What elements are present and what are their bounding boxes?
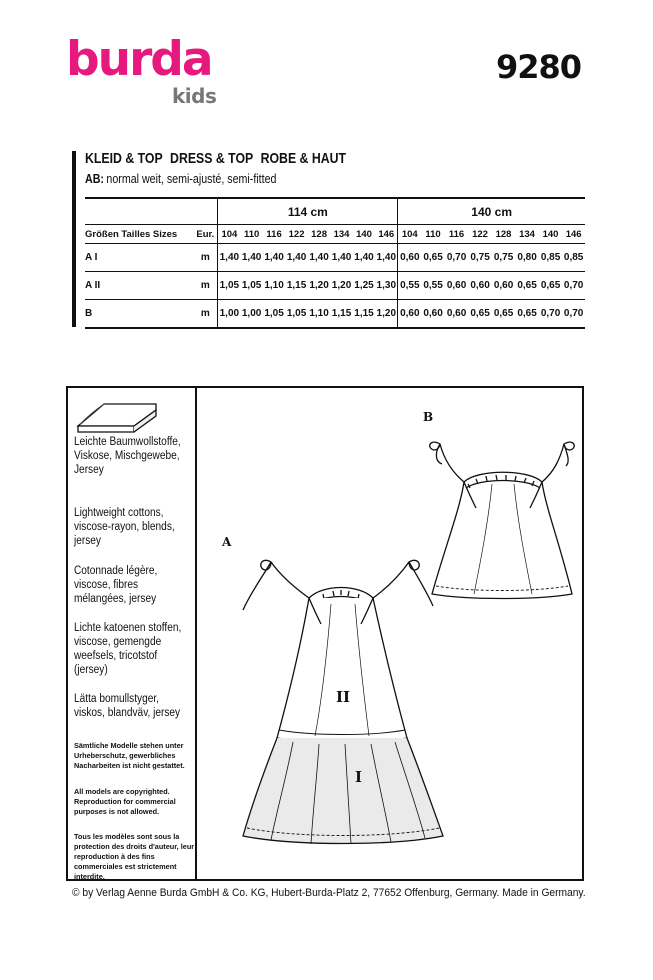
legal-text-fr: Tous les modèles sont sous la protection des droits d'auteur, leur reproduction à des fins commerciales est strictement interdite.: [74, 832, 195, 881]
yardage-cell: 0,65: [492, 300, 516, 329]
yardage-cell: 1,05: [240, 272, 262, 300]
header-bar: [72, 151, 76, 327]
yardage-cell: 1,40: [375, 244, 398, 272]
size-cell: 140: [353, 225, 375, 244]
yardage-cell: 1,30: [375, 272, 398, 300]
fabric-width-row: [85, 198, 585, 225]
yardage-cell: 0,65: [421, 244, 445, 272]
yardage-cell: 0,65: [468, 300, 492, 329]
yardage-cell: 0,70: [562, 300, 585, 329]
view-a-label: A: [222, 535, 232, 549]
illustration-panel: [66, 386, 584, 881]
fabric-text-nl: Lichte katoenen stoffen, viscose, gemengde weefsels, tricotstof (jersey): [74, 622, 182, 676]
yardage-cell: 1,40: [218, 244, 240, 272]
yardage-cell: 0,60: [492, 272, 516, 300]
tier-ii-label: II: [336, 688, 351, 706]
yardage-cell: 1,25: [353, 272, 375, 300]
title-en: DRESS & TOP: [170, 150, 254, 167]
row-a2: [85, 272, 585, 300]
copyright-footer: © by Verlag Aenne Burda GmbH & Co. KG, Hubert-Burda-Platz 2, 77652 Offenburg, Germany. Made in Germany.: [72, 887, 586, 899]
tier-i-label: I: [355, 768, 363, 786]
legal-text-de: Sämtliche Modelle stehen unter Urheberschutz, gewerbliches Nacharbeiten ist nicht gestattet.: [74, 741, 185, 770]
size-cell: 104: [398, 225, 422, 244]
width-140-header: 140 cm: [398, 198, 585, 225]
yardage-cell: 1,00: [240, 300, 262, 329]
row-label: A I: [85, 244, 193, 272]
yardage-cell: 0,55: [398, 272, 422, 300]
yardage-cell: 0,60: [445, 300, 469, 329]
yardage-cell: 1,40: [330, 244, 352, 272]
size-cell: 146: [375, 225, 398, 244]
yardage-cell: 0,85: [562, 244, 585, 272]
pattern-number: 9280: [495, 48, 581, 86]
row-label: A II: [85, 272, 193, 300]
yardage-cell: 0,70: [445, 244, 469, 272]
size-cell: 110: [421, 225, 445, 244]
yardage-cell: 1,40: [353, 244, 375, 272]
row-a1: [85, 244, 585, 272]
size-cell: 134: [330, 225, 352, 244]
size-cell: 104: [218, 225, 240, 244]
unit-cell: m: [193, 244, 218, 272]
fabric-roll-icon: [74, 396, 160, 436]
yardage-cell: 1,05: [218, 272, 240, 300]
eur-label: Eur.: [193, 225, 218, 244]
yardage-cell: 1,20: [375, 300, 398, 329]
yardage-cell: 0,65: [539, 272, 563, 300]
row-label: B: [85, 300, 193, 329]
unit-cell: m: [193, 272, 218, 300]
yardage-cell: 0,60: [398, 244, 422, 272]
fabric-text-en: Lightweight cottons, viscose-rayon, blends, jersey: [74, 507, 175, 547]
yardage-cell: 0,70: [562, 272, 585, 300]
yardage-cell: 1,00: [218, 300, 240, 329]
yardage-cell: 1,10: [308, 300, 330, 329]
pattern-title: [85, 150, 353, 167]
yardage-cell: 1,05: [285, 300, 307, 329]
yardage-cell: 1,40: [263, 244, 285, 272]
brand-sub-text: kids: [172, 84, 217, 108]
fabric-text-fr: Cotonnade légère, viscose, fibres mélangées, jersey: [74, 565, 158, 605]
yardage-cell: 0,60: [468, 272, 492, 300]
view-b-label: B: [423, 410, 434, 424]
burda-kids-logo: [66, 32, 212, 87]
size-cell: 110: [240, 225, 262, 244]
yardage-cell: 1,10: [263, 272, 285, 300]
yardage-cell: 1,15: [330, 300, 352, 329]
yardage-cell: 0,60: [421, 300, 445, 329]
brand-logo-text: burda: [66, 32, 212, 87]
yardage-cell: 0,85: [539, 244, 563, 272]
yardage-table: [85, 197, 585, 329]
yardage-cell: 0,75: [468, 244, 492, 272]
yardage-cell: 0,80: [515, 244, 539, 272]
size-cell: 140: [539, 225, 563, 244]
title-fr: ROBE & HAUT: [260, 150, 347, 167]
size-cell: 146: [562, 225, 585, 244]
fabric-text-de: Leichte Baumwollstoffe, Viskose, Mischgewebe, Jersey: [74, 436, 181, 476]
yardage-cell: 0,75: [492, 244, 516, 272]
yardage-cell: 0,60: [398, 300, 422, 329]
yardage-cell: 1,20: [330, 272, 352, 300]
yardage-cell: 1,20: [308, 272, 330, 300]
legal-text-en: All models are copyrighted. Reproduction for commercial purposes is not allowed.: [74, 787, 176, 816]
fit-label: AB:: [85, 171, 104, 186]
fabric-column: [68, 388, 197, 879]
size-cell: 128: [492, 225, 516, 244]
sizes-label: Größen Tailles Sizes: [85, 225, 193, 244]
yardage-cell: 1,05: [263, 300, 285, 329]
yardage-cell: 1,40: [308, 244, 330, 272]
size-header-row: [85, 225, 585, 244]
row-b: [85, 300, 585, 329]
yardage-cell: 0,55: [421, 272, 445, 300]
fabric-text-sv: Lätta bomullstyger, viskos, blandväv, jersey: [74, 693, 181, 719]
size-cell: 116: [445, 225, 469, 244]
size-cell: 122: [285, 225, 307, 244]
size-cell: 134: [515, 225, 539, 244]
yardage-cell: 0,70: [539, 300, 563, 329]
fit-text: normal weit, semi-ajusté, semi-fitted: [106, 171, 277, 186]
size-cell: 116: [263, 225, 285, 244]
yardage-cell: 0,65: [515, 300, 539, 329]
yardage-cell: 0,65: [515, 272, 539, 300]
size-cell: 122: [468, 225, 492, 244]
unit-cell: m: [193, 300, 218, 329]
title-de: KLEID & TOP: [85, 150, 163, 167]
width-114-header: 114 cm: [218, 198, 398, 225]
yardage-cell: 1,15: [353, 300, 375, 329]
yardage-cell: 0,60: [445, 272, 469, 300]
fit-description: [85, 171, 276, 186]
size-cell: 128: [308, 225, 330, 244]
yardage-cell: 1,40: [240, 244, 262, 272]
yardage-cell: 1,15: [285, 272, 307, 300]
yardage-cell: 1,40: [285, 244, 307, 272]
